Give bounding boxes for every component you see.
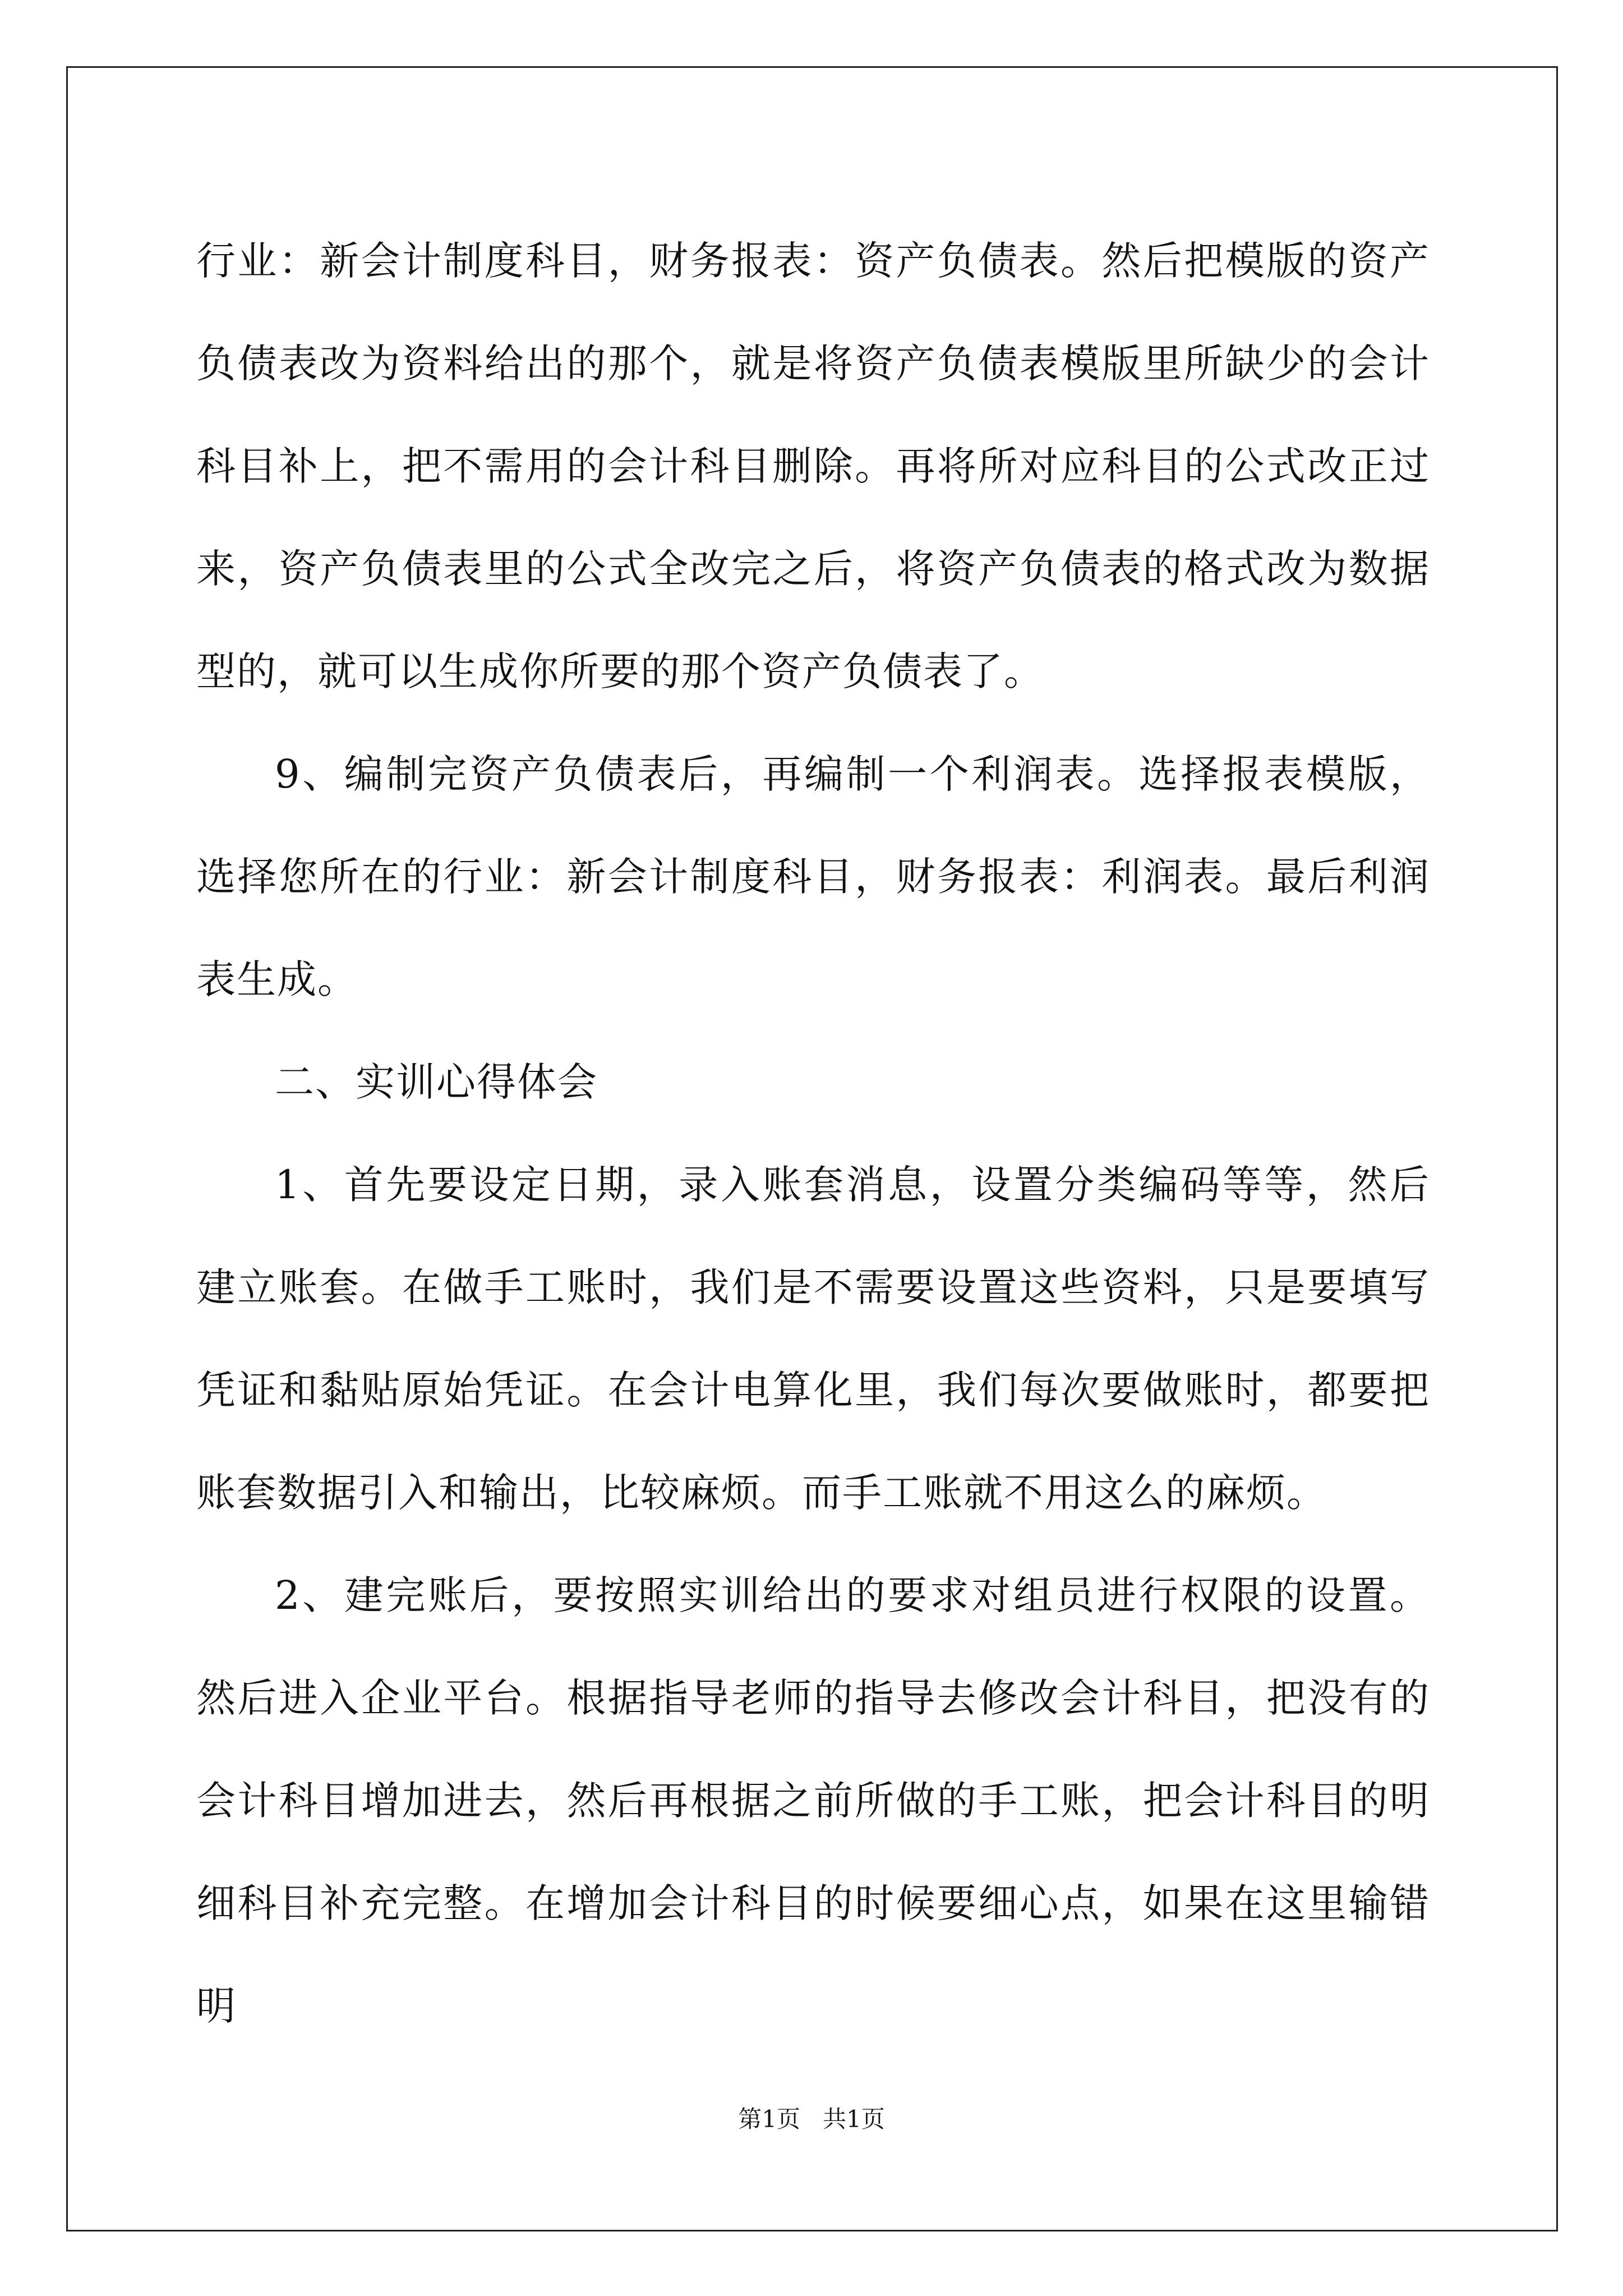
- paragraph-2: 9、编制完资产负债表后，再编制一个利润表。选择报表模版，选择您所在的行业：新会计制度科目，财务报表：利润表。最后利润表生成。: [196, 751, 1430, 1002]
- section-heading: 二、实训心得体会: [275, 1059, 598, 1105]
- paragraph-1: 行业：新会计制度科目，财务报表：资产负债表。然后把模版的资产负债表改为资料给出的那个，就是将资产负债表模版里所缺少的会计科目补上，把不需用的会计科目删除。再将所对应科目的公式改正过来，资产负债表里的公式全改完之后，将资产负债表的格式改为数据型的，就可以生成你所要的那个资产负债表了。: [196, 238, 1430, 694]
- paragraph-3: 1、首先要设定日期，录入账套消息，设置分类编码等等，然后建立账套。在做手工账时，我们是不需要设置这些资料，只是要填写凭证和黏贴原始凭证。在会计电算化里，我们每次要做账时，都要把账套数据引入和输出，比较麻烦。而手工账就不用这么的麻烦。: [196, 1162, 1430, 1516]
- document-body: [196, 210, 1430, 2058]
- paragraph-4: 2、建完账后，要按照实训给出的要求对组员进行权限的设置。然后进入企业平台。根据指导老师的指导去修改会计科目，把没有的会计科目增加进去，然后再根据之前所做的手工账，把会计科目的明细科目补充完整。在增加会计科目的时候要细心点，如果在这里输错明: [196, 1572, 1430, 2029]
- page-footer: 第1页 共1页: [738, 2105, 885, 2133]
